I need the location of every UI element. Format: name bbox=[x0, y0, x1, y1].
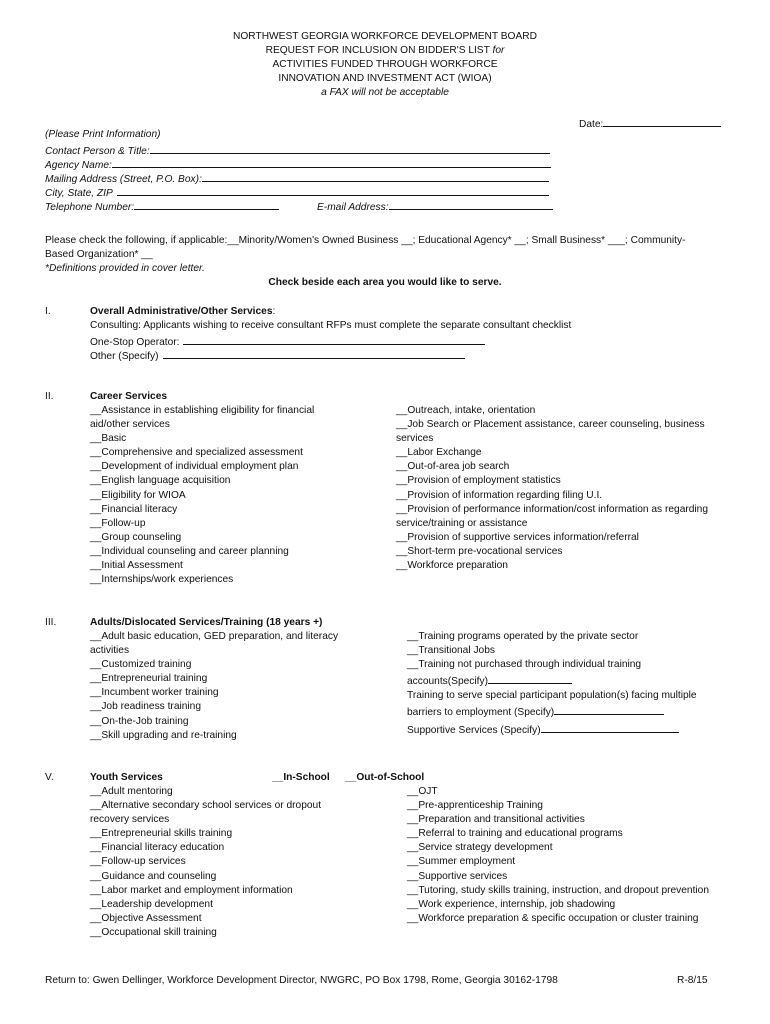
list-item[interactable]: __Pre-apprenticeship Training bbox=[407, 800, 543, 812]
list-item[interactable]: __Referral to training and educational programs bbox=[407, 828, 623, 840]
barriers-specify-field[interactable] bbox=[554, 703, 664, 715]
list-item[interactable]: __Internships/work experiences bbox=[90, 574, 234, 586]
section-1-numeral: I. bbox=[45, 306, 51, 317]
list-item[interactable]: __Assistance in establishing eligibility for financial bbox=[90, 405, 315, 416]
list-item[interactable]: __Customized training bbox=[90, 659, 192, 671]
list-item[interactable]: __Job readiness training bbox=[90, 701, 202, 713]
list-item[interactable]: __Preparation and transitional activities bbox=[407, 814, 585, 826]
list-item[interactable]: __Out-of-area job search bbox=[396, 461, 510, 473]
list-item[interactable]: __Labor Exchange bbox=[396, 447, 482, 459]
email-field[interactable] bbox=[389, 198, 553, 210]
telephone-field[interactable] bbox=[134, 198, 279, 210]
list-item[interactable]: __Transitional Jobs bbox=[407, 645, 495, 657]
other-specify-field[interactable] bbox=[163, 347, 465, 359]
list-item: activities bbox=[90, 645, 130, 657]
list-item[interactable]: __Follow-up services bbox=[90, 856, 186, 868]
list-item[interactable]: __Financial literacy education bbox=[90, 842, 225, 854]
header-line-2-italic: for bbox=[492, 45, 505, 56]
list-item[interactable]: __Skill upgrading and re-training bbox=[90, 729, 237, 741]
email-label: E-mail Address: bbox=[317, 202, 389, 213]
date-row bbox=[579, 115, 721, 132]
date-field[interactable] bbox=[603, 115, 721, 127]
accounts-specify-field[interactable] bbox=[488, 672, 572, 684]
list-item[interactable]: __Individual counseling and career planning bbox=[90, 545, 289, 557]
section-2-numeral: II. bbox=[45, 391, 54, 402]
barriers-specify-label: barriers to employment (Specify) bbox=[407, 707, 555, 719]
section-3-numeral: III. bbox=[45, 617, 57, 628]
out-of-school-checkbox[interactable]: __Out-of-School bbox=[345, 772, 425, 783]
list-item bbox=[407, 703, 697, 720]
list-item[interactable]: __Objective Assessment bbox=[90, 912, 202, 924]
accounts-specify-label: accounts(Specify) bbox=[407, 676, 488, 688]
list-item[interactable]: __Adult basic education, GED preparation, and literacy bbox=[90, 631, 339, 642]
list-item[interactable]: __Provision of supportive services information/referral bbox=[396, 531, 639, 543]
list-item[interactable]: __Short-term pre-vocational services bbox=[396, 545, 563, 557]
one-stop-field[interactable] bbox=[183, 333, 485, 345]
list-item: services bbox=[396, 433, 434, 445]
one-stop-label: One-Stop Operator: bbox=[90, 337, 180, 348]
section-5-numeral: V. bbox=[45, 772, 54, 783]
section-1-colon: : bbox=[272, 306, 276, 317]
list-item[interactable]: __Job Search or Placement assistance, career counseling, business bbox=[396, 419, 705, 431]
youth-services-right-list bbox=[407, 785, 709, 926]
list-item[interactable]: __Eligibility for WIOA bbox=[90, 489, 186, 501]
list-item[interactable]: __Tutoring, study skills training, instruction, and dropout prevention bbox=[407, 884, 710, 896]
list-item: service/training or assistance bbox=[396, 517, 528, 529]
email-row bbox=[317, 198, 553, 215]
youth-services-left-list bbox=[90, 785, 321, 940]
date-label: Date: bbox=[579, 119, 604, 130]
header-line-1: NORTHWEST GEORGIA WORKFORCE DEVELOPMENT BOARD bbox=[233, 31, 537, 42]
section-2-title: Career Services bbox=[90, 391, 168, 402]
list-item[interactable]: __Provision of performance information/cost information as regarding bbox=[396, 503, 709, 515]
mailing-address-label: Mailing Address (Street, P.O. Box): bbox=[45, 174, 202, 185]
career-services-right-list bbox=[396, 404, 708, 573]
header-line-2 bbox=[0, 44, 770, 58]
list-item[interactable]: __Financial literacy bbox=[90, 503, 178, 515]
list-item bbox=[407, 721, 697, 738]
list-item: recovery services bbox=[90, 814, 170, 826]
list-item[interactable]: __Outreach, intake, orientation bbox=[396, 405, 536, 416]
list-item[interactable]: __Service strategy development bbox=[407, 842, 553, 854]
list-item[interactable]: __English language acquisition bbox=[90, 475, 231, 487]
telephone-label: Telephone Number: bbox=[45, 202, 135, 213]
list-item[interactable]: __OJT bbox=[407, 786, 438, 797]
consulting-line: Consulting: Applicants wishing to receive consultant RFPs must complete the separate consultant checklist bbox=[90, 320, 572, 331]
mailing-address-field[interactable] bbox=[202, 170, 549, 182]
in-school-checkbox[interactable]: __In-School bbox=[272, 772, 330, 783]
list-item[interactable]: __Adult mentoring bbox=[90, 786, 173, 797]
list-item[interactable]: __Supportive services bbox=[407, 870, 508, 882]
check-instruction: Check beside each area you would like to serve. bbox=[268, 277, 502, 288]
supportive-specify-label: Supportive Services (Specify) bbox=[407, 724, 541, 736]
list-item[interactable]: __Entrepreneurial training bbox=[90, 673, 208, 685]
organization-type-line-1: Please check the following, if applicable:__Minority/Women's Owned Business __; Educational Agency* __; Small Business* ___; Community- bbox=[45, 235, 686, 246]
definitions-note: *Definitions provided in cover letter. bbox=[45, 263, 205, 274]
list-item[interactable]: __Development of individual employment plan bbox=[90, 461, 299, 473]
adult-services-left-list bbox=[90, 630, 338, 743]
city-state-zip-field[interactable] bbox=[117, 184, 549, 196]
header-line-3: ACTIVITIES FUNDED THROUGH WORKFORCE bbox=[272, 59, 498, 70]
list-item[interactable]: __Provision of information regarding filing U.I. bbox=[396, 489, 603, 501]
adult-services-right-list bbox=[407, 630, 697, 738]
list-item[interactable]: __Training not purchased through individual training bbox=[407, 659, 642, 671]
contact-person-label: Contact Person & Title: bbox=[45, 146, 150, 157]
fax-note: a FAX will not be acceptable bbox=[321, 87, 449, 98]
list-item[interactable]: __Follow-up bbox=[90, 517, 146, 529]
header-line-2-text: REQUEST FOR INCLUSION ON BIDDER'S LIST bbox=[265, 45, 493, 56]
list-item[interactable]: __Group counseling bbox=[90, 531, 182, 543]
revision-code: R-8/15 bbox=[677, 975, 708, 986]
return-address: Return to: Gwen Dellinger, Workforce Development Director, NWGRC, PO Box 1798, Rome, Georgia 30162-1798 bbox=[45, 975, 558, 986]
list-item[interactable]: __Provision of employment statistics bbox=[396, 475, 561, 487]
list-item[interactable]: __Workforce preparation bbox=[396, 560, 508, 572]
list-item[interactable]: __Guidance and counseling bbox=[90, 870, 217, 882]
career-services-left-list bbox=[90, 404, 314, 587]
section-1-title: Overall Administrative/Other Services bbox=[90, 306, 273, 317]
list-item[interactable]: __Alternative secondary school services or dropout bbox=[90, 800, 322, 812]
list-item[interactable]: __Summer employment bbox=[407, 856, 516, 868]
list-item[interactable]: __Basic bbox=[90, 433, 127, 445]
list-item[interactable]: __Workforce preparation & specific occupation or cluster training bbox=[407, 912, 699, 924]
organization-type-line-2: Based Organization* __ bbox=[45, 249, 153, 260]
header-line-4: INNOVATION AND INVESTMENT ACT (WIOA) bbox=[278, 73, 492, 84]
supportive-specify-field[interactable] bbox=[541, 721, 679, 733]
telephone-row bbox=[45, 198, 279, 215]
city-state-zip-label: City, State, ZIP bbox=[45, 188, 113, 199]
list-item: aid/other services bbox=[90, 419, 170, 431]
section-5-title: Youth Services bbox=[90, 772, 163, 783]
list-item bbox=[407, 672, 697, 689]
section-1-heading bbox=[90, 305, 275, 319]
list-item[interactable]: __Initial Assessment bbox=[90, 560, 183, 572]
contact-person-field[interactable] bbox=[150, 142, 550, 154]
print-note: (Please Print Information) bbox=[45, 129, 161, 140]
list-item[interactable]: __Leadership development bbox=[90, 898, 213, 910]
other-specify-label: Other (Specify) bbox=[90, 351, 159, 362]
list-item[interactable]: __Work experience, internship, job shadowing bbox=[407, 898, 616, 910]
list-item[interactable]: __Entrepreneurial skills training bbox=[90, 828, 233, 840]
list-item[interactable]: __Training programs operated by the private sector bbox=[407, 631, 639, 642]
list-item[interactable]: __On-the-Job training bbox=[90, 715, 189, 727]
section-3-title: Adults/Dislocated Services/Training (18 years +) bbox=[90, 617, 323, 628]
list-item[interactable]: __Comprehensive and specialized assessment bbox=[90, 447, 303, 459]
other-specify-row bbox=[90, 347, 465, 364]
list-item[interactable]: __Occupational skill training bbox=[90, 926, 217, 938]
list-item[interactable]: __Incumbent worker training bbox=[90, 687, 219, 699]
agency-name-field[interactable] bbox=[112, 156, 551, 168]
list-item[interactable]: __Labor market and employment information bbox=[90, 884, 293, 896]
agency-name-label: Agency Name: bbox=[45, 160, 112, 171]
list-item: Training to serve special participant population(s) facing multiple bbox=[407, 690, 697, 702]
